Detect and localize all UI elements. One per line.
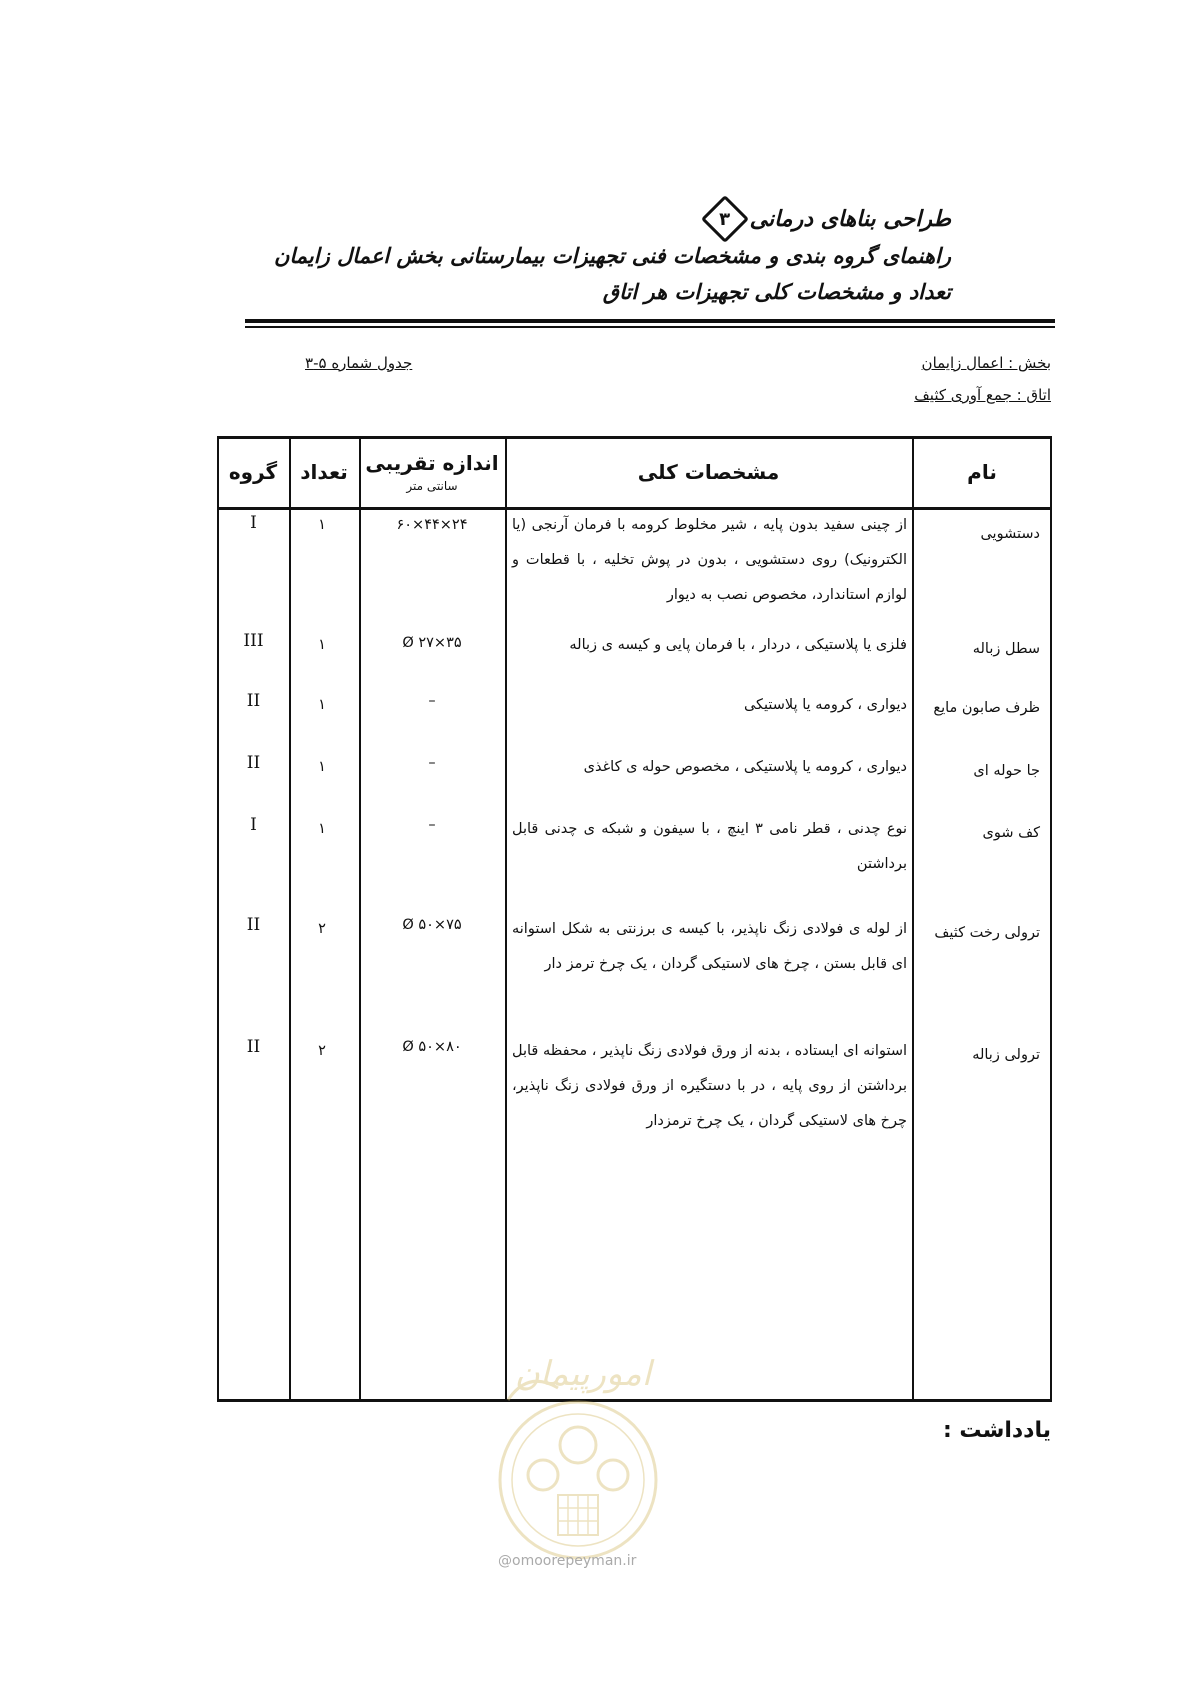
row-spec: استوانه ای ایستاده ، بدنه از ورق فولادی زنگ ناپذیر ، محفظه قابل برداشتن از روی پایه ، در با دستگیره از ورق فولادی زنگ ناپذیر، چرخ های لاستیکی گردان ، یک چرخ ترمزدار bbox=[512, 1043, 907, 1129]
equipment-table bbox=[217, 436, 1052, 1402]
svg-text:امورپیمان: امورپیمان bbox=[514, 1354, 652, 1394]
row-group: II bbox=[246, 691, 261, 711]
table-number: جدول شماره ۵-۳ bbox=[305, 354, 413, 372]
row-name: ظرف صابون مایع bbox=[933, 700, 1040, 716]
row-size: – bbox=[428, 693, 436, 709]
note-label: یادداشت : bbox=[942, 1418, 1051, 1443]
section-label: بخش : اعمال زایمان bbox=[921, 354, 1051, 372]
row-size: – bbox=[428, 755, 436, 771]
row-spec: از لوله ی فولادی زنگ ناپذیر، با کیسه ی برزنتی به شکل استوانه ای قابل بستن ، چرخ های لاستیکی گردان ، یک چرخ ترمز دار bbox=[512, 921, 907, 972]
room-label: اتاق : جمع آوری کثیف bbox=[914, 386, 1051, 404]
row-spec: دیواری ، کرومه یا پلاستیکی bbox=[743, 697, 907, 713]
watermark-url: @omoorepeyman.ir bbox=[498, 1553, 637, 1569]
row-size: – bbox=[428, 817, 436, 833]
row-size: Ø ۵۰×۷۵ bbox=[402, 917, 462, 933]
row-spec: از چینی سفید بدون پایه ، شیر مخلوط کرومه با فرمان آرنجی (یا الکترونیک) روی دستشویی ، بدون در پوش تخلیه ، با قطعات و لوازم استاندارد، مخصوص نصب به دیوار bbox=[512, 517, 907, 603]
row-qty: ۱ bbox=[318, 759, 326, 775]
row-name: ترولی زباله bbox=[972, 1047, 1040, 1063]
row-qty: ۱ bbox=[318, 517, 326, 533]
row-spec: فلزی یا پلاستیکی ، دردار ، با فرمان پایی و کیسه ی زباله bbox=[569, 637, 907, 653]
row-group: II bbox=[246, 915, 261, 935]
row-qty: ۱ bbox=[318, 697, 326, 713]
header-divider bbox=[245, 319, 1055, 323]
row-qty: ۲ bbox=[318, 921, 326, 937]
row-qty: ۱ bbox=[318, 637, 326, 653]
row-group: I bbox=[250, 815, 257, 835]
column-header-qty: تعداد bbox=[300, 459, 348, 484]
column-header-group: گروه bbox=[228, 459, 278, 484]
row-spec: نوع چدنی ، قطر نامی ۳ اینچ ، با سیفون و شبکه ی چدنی قابل برداشتن bbox=[512, 821, 908, 872]
column-header-spec: مشخصات کلی bbox=[637, 459, 780, 484]
row-name: سطل زباله bbox=[972, 641, 1040, 657]
header-subtitle: راهنمای گروه بندی و مشخصات فنی تجهیزات بیمارستانی بخش اعمال زایمان bbox=[273, 244, 951, 268]
row-spec: دیواری ، کرومه یا پلاستیکی ، مخصوص حوله ی کاغذی bbox=[583, 759, 907, 775]
row-size: Ø ۵۰×۸۰ bbox=[402, 1039, 462, 1055]
volume-badge-icon: ۳ bbox=[706, 200, 744, 238]
column-header-size-unit: سانتی متر bbox=[406, 478, 458, 493]
row-size: Ø ۲۷×۳۵ bbox=[402, 635, 462, 651]
column-header-size-label: اندازه تقریبی bbox=[365, 450, 499, 475]
row-size: ۶۰×۴۴×۲۴ bbox=[396, 517, 468, 533]
row-qty: ۱ bbox=[318, 821, 326, 837]
row-qty: ۲ bbox=[318, 1043, 326, 1059]
row-group: II bbox=[246, 1037, 261, 1057]
header-divider-thin bbox=[245, 326, 1055, 328]
column-header-name: نام bbox=[967, 459, 997, 484]
row-group: III bbox=[243, 631, 264, 651]
header-subtitle-2: تعداد و مشخصات کلی تجهیزات هر اتاق bbox=[602, 280, 951, 304]
row-name: دستشویی bbox=[980, 526, 1040, 542]
row-group: I bbox=[250, 513, 257, 533]
row-name: جا حوله ای bbox=[973, 763, 1040, 779]
row-group: II bbox=[246, 753, 261, 773]
row-name: کف شوی bbox=[982, 825, 1040, 841]
header-line1: طراحی بناهای درمانی bbox=[749, 206, 951, 232]
header-title bbox=[151, 200, 951, 238]
column-header-size bbox=[359, 436, 505, 507]
row-name: ترولی رخت کثیف bbox=[934, 925, 1040, 941]
